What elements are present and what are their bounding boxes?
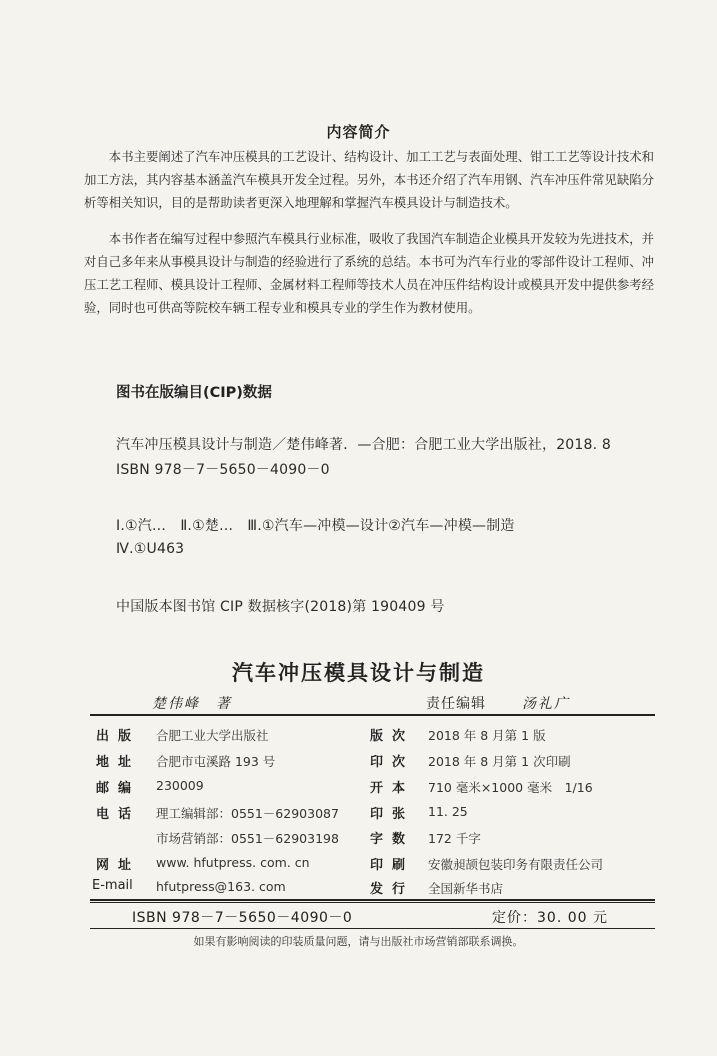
quality-notice: 如果有影响阅读的印装质量问题，请与出版社市场营销部联系调换。 — [193, 935, 524, 948]
colophon-value: www. hfutpress. com. cn — [156, 855, 310, 870]
top-rule — [90, 714, 655, 716]
colophon-value: 合肥市屯溪路 193 号 — [156, 754, 276, 769]
colophon-label: 发行 — [370, 882, 415, 897]
colophon-label: 邮编 — [96, 781, 141, 796]
colophon-value: 安徽昶颉包装印务有限责任公司 — [428, 857, 604, 872]
price-rule — [90, 928, 655, 929]
intro-paragraph-2: 本书作者在编写过程中参照汽车模具行业标准，吸收了我国汽车制造企业模具开发较为先进技术，并对自己多年来从事模具设计与制造的经验进行了系统的总结。本书可为汽车行业的零部件设计工程师、冲压工艺工程师、模具设计工程师、金属材料工程师等技术人员在冲压件结构设计或模具开发中提供参考经验，同时也可供高等院校车辆工程专业和模具专业的学生作为教材使用。 — [84, 231, 654, 315]
author: 楚伟峰 著 — [152, 696, 232, 712]
bottom-rule-thin — [90, 902, 655, 903]
editor-name: 汤礼广 — [522, 696, 570, 712]
cip-heading: 图书在版编目(CIP)数据 — [116, 385, 272, 401]
isbn: ISBN 978－7－5650－4090－0 — [132, 910, 353, 926]
colophon-label: 印刷 — [370, 858, 415, 873]
colophon-value: 全国新华书店 — [428, 881, 504, 896]
cip-line-isbn: ISBN 978－7－5650－4090－0 — [116, 462, 330, 478]
colophon-value: 2018 年 8 月第 1 次印刷 — [428, 754, 571, 769]
colophon-value: 11. 25 — [428, 804, 468, 819]
colophon-value: hfutpress@163. com — [156, 879, 286, 894]
cip-line-classification: Ⅳ.①U463 — [116, 541, 185, 557]
colophon-label: E-mail — [92, 878, 133, 893]
colophon-label: 字数 — [370, 832, 415, 847]
cip-line-subjects: Ⅰ.①汽… Ⅱ.①楚… Ⅲ.①汽车—冲模—设计②汽车—冲模—制造 — [116, 518, 515, 534]
colophon-value: 市场营销部：0551－62903198 — [156, 831, 339, 846]
colophon-label: 地址 — [96, 755, 141, 770]
colophon-value: 230009 — [156, 778, 204, 793]
intro-title: 内容简介 — [326, 123, 391, 141]
colophon-value: 2018 年 8 月第 1 版 — [428, 728, 546, 743]
colophon-label: 印次 — [370, 755, 415, 770]
price: 定价：30. 00 元 — [492, 910, 608, 926]
bottom-rule — [90, 899, 655, 901]
cip-line-record: 中国版本图书馆 CIP 数据核字(2018)第 190409 号 — [116, 599, 445, 615]
intro-paragraph-1: 本书主要阐述了汽车冲压模具的工艺设计、结构设计、加工工艺与表面处理、钳工工艺等设计技术和加工方法，其内容基本涵盖汽车模具开发全过程。另外，本书还介绍了汽车用钢、汽车冲压件常见缺陷分析等相关知识，目的是帮助读者更深入地理解和掌握汽车模具设计与制造技术。 — [84, 149, 654, 210]
colophon-value: 172 千字 — [428, 831, 481, 846]
editor-label: 责任编辑 — [426, 696, 486, 712]
cip-line-title: 汽车冲压模具设计与制造／楚伟峰著．—合肥：合肥工业大学出版社，2018. 8 — [116, 437, 612, 453]
colophon-value: 合肥工业大学出版社 — [156, 728, 269, 743]
book-title: 汽车冲压模具设计与制造 — [232, 661, 485, 685]
colophon-value: 理工编辑部：0551－62903087 — [156, 806, 339, 821]
colophon-value: 710 毫米×1000 毫米 1/16 — [428, 780, 593, 795]
colophon-label: 开本 — [370, 781, 415, 796]
colophon-label: 网址 — [96, 858, 141, 873]
colophon-label: 版次 — [370, 729, 415, 744]
colophon-label: 电话 — [96, 807, 141, 822]
colophon-label: 出版 — [96, 729, 141, 744]
colophon-label: 印张 — [370, 807, 415, 822]
